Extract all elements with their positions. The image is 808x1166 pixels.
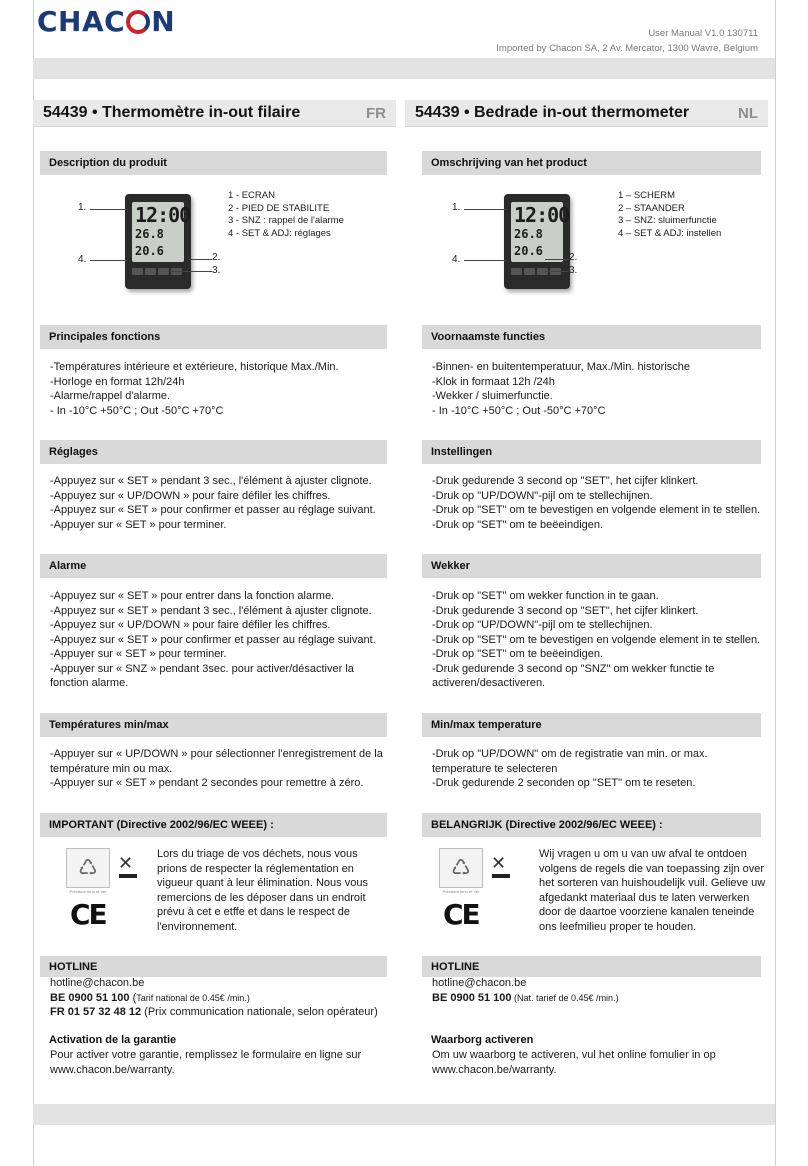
- heading-important-fr: IMPORTANT (Directive 2002/96/EC WEEE) :: [40, 813, 387, 837]
- recycle-caption: Précision tenu et Ver: [69, 889, 107, 894]
- title-bar-nl: [405, 100, 768, 127]
- recycle-icon: ♺: [439, 848, 483, 888]
- hotline-be-number-nl: BE 0900 51 100: [432, 991, 512, 1004]
- heading-hotline-nl: HOTLINE: [422, 956, 761, 977]
- hotline-be-number-fr: BE 0900 51 100: [50, 991, 130, 1004]
- device-screen: [132, 202, 191, 262]
- screen-temp-out: 20.6: [135, 244, 164, 258]
- heading-alarm-fr: Alarme: [40, 554, 387, 578]
- screen-time: 12:00: [135, 203, 191, 227]
- hotline-fr: hotline@chacon.be BE 0900 51 100 (Tarif national de 0.45€ /min.) FR 01 57 32 48 12 (Prix communication nationale, selon opérateur): [50, 976, 385, 1020]
- callout-4: 4.: [452, 254, 461, 265]
- crossed-bin-icon: ✕: [118, 853, 134, 873]
- heading-minmax-nl: Min/max temperature: [422, 713, 761, 737]
- warranty-fr: Pour activer votre garantie, remplissez le formulaire en ligne sur www.chacon.be/warranty.: [50, 1049, 362, 1076]
- hotline-fr-number: FR 01 57 32 48 12: [50, 1006, 142, 1018]
- title-bar-fr: [33, 100, 396, 127]
- important-text-nl: Wij vragen u om u van uw afval te ontdoen volgens de regels die van toepassing zijn over het sorteren van huishoudelijk vuil. Gelieve uw afgedankt materiaal dus te laten verwerken door de daartoe voorziene kanalen teneinde ons leefmilieu proper te houden.: [539, 848, 766, 933]
- device-screen: 12:00 26.8 20.6: [511, 202, 563, 262]
- settings-nl: -Druk gedurende 3 second op "SET", het cijfer klinkert. -Druk op "UP/DOWN"-pijl om te stellechijnen. -Druk op "SET" om te bevestigen en volgende element in te stellen. -Druk op "SET" om te beëeindigen.: [432, 475, 761, 531]
- warranty-nl: Om uw waarborg te activeren, vul het online fomulier in op www.chacon.be/warranty.: [432, 1049, 716, 1076]
- heading-alarm-nl: Wekker: [422, 554, 761, 578]
- heading-hotline-fr: HOTLINE: [40, 956, 387, 977]
- page-edge-left: [33, 0, 34, 1166]
- minmax-nl: -Druk op "UP/DOWN" om de registratie van min. or max. temperature te selecteren -Druk gedurende 2 seconden op "SET" om te reseten.: [432, 748, 708, 789]
- screen-temp-in: 26.8: [135, 227, 164, 241]
- alarm-nl: -Druk op "SET" om wekker function in te gaan. -Druk gedurende 3 second op "SET", het cijfer klinkert. -Druk op "UP/DOWN"-pijl om te stellechijnen. -Druk op "SET" om te bevestigen en volgende element in te stellen. -Druk op "SET" om te beëeindigen. -Druk gedurende 3 second op "SNZ" om wekker functie te activeren/desactiveren.: [432, 590, 761, 689]
- weee-icons-fr: [58, 848, 138, 934]
- minmax-fr: -Appuyer sur « UP/DOWN » pour sélectionner l'enregistrement de la température min ou max. -Appuyer sur « SET » pendant 2 secondes pour remettre à zéro.: [50, 748, 383, 789]
- footer-band: [33, 1104, 775, 1125]
- ce-mark-icon: CE: [443, 898, 479, 931]
- heading-settings-fr: Réglages: [40, 440, 387, 464]
- weee-icons-nl: ♺ Précision tenu et Ver ✕ CE: [431, 848, 511, 934]
- legend-nl: 1 – SCHERM 2 – STAANDER 3 – SNZ: sluimerfunctie 4 – SET & ADJ: instellen: [618, 190, 722, 239]
- important-text-fr: Lors du triage de vos déchets, nous vous prions de respecter la réglementation en vigueur quant à leur élimination. Nous vous remercions de les déposer dans un endroit prévu à cet e etffe et dans le respect de l'environnement.: [157, 848, 368, 933]
- heading-minmax-fr: Températures min/max: [40, 713, 387, 737]
- chacon-logo: [37, 4, 175, 38]
- page-edge-right: [775, 0, 776, 1166]
- ce-mark-icon: CE: [70, 898, 106, 931]
- callout-2: 2.: [212, 252, 221, 263]
- importer-info: Imported by Chacon SA, 2 Av. Mercator, 1300 Wavre, Belgium: [496, 43, 758, 54]
- lang-nl: NL: [738, 104, 758, 122]
- title-fr: 54439 • Thermomètre in-out filaire: [43, 104, 301, 121]
- functions-fr: -Températures intérieure et extérieure, historique Max./Min. -Horloge en format 12h/24h -Alarme/rappel d'alarme. - In -10°C +50°C ; Out -50°C +70°C: [50, 361, 339, 417]
- callout-1: 1.: [78, 202, 87, 213]
- lang-fr: FR: [366, 104, 386, 122]
- functions-nl: -Binnen- en buitentemperatuur, Max./Min. historische -Klok in formaat 12h /24h -Wekker / sluimerfunctie. - In -10°C +50°C ; Out -50°C +70°C: [432, 361, 691, 417]
- heading-warranty-nl: Waarborg activeren: [422, 1030, 761, 1050]
- bin-bar-icon: [119, 874, 137, 878]
- callout-3: 3.: [569, 265, 578, 276]
- product-image-fr: [70, 190, 230, 308]
- callout-3: 3.: [212, 265, 221, 276]
- settings-fr: -Appuyez sur « SET » pendant 3 sec., l'élément à ajuster clignote. -Appuyez sur « UP/DOWN » pour faire défiler les chiffres. -Appuyez sur « SET » pour confirmer et passer au réglage suivant. -Appuyer sur « SET » pour terminer.: [50, 475, 376, 531]
- heading-important-nl: BELANGRIJK (Directive 2002/96/EC WEEE) :: [422, 813, 761, 837]
- logo-ring-icon: [126, 10, 150, 34]
- heading-description-nl: Omschrijving van het product: [422, 151, 761, 175]
- hotline-email-fr[interactable]: hotline@chacon.be: [50, 977, 145, 989]
- alarm-fr: -Appuyez sur « SET » pour entrer dans la fonction alarme. -Appuyez sur « SET » pendant 3 sec., l'élément à ajuster clignote. -Appuyez sur « UP/DOWN » pour faire défiler les chiffres. -Appuyez sur « SET » pour confirmer et passer au réglage suivant. -Appuyer sur « SET » pour terminer. -Appuyer sur « SNZ » pendant 3sec. pour activer/désactiver la fonction alarme.: [50, 590, 376, 689]
- callout-1: 1.: [452, 202, 461, 213]
- header-band: [33, 58, 775, 79]
- product-image-nl: [449, 190, 609, 308]
- manual-version: User Manual V1.0 130711: [648, 28, 758, 39]
- heading-settings-nl: Instellingen: [422, 440, 761, 464]
- heading-description-fr: Description du produit: [40, 151, 387, 175]
- thermometer-device: [504, 194, 570, 289]
- legend-fr: 1 - ECRAN 2 - PIED DE STABILITE 3 - SNZ : rappel de l'alarme 4 - SET & ADJ: réglages: [228, 190, 344, 239]
- logo-text-tail: N: [151, 4, 176, 38]
- callout-4: 4.: [78, 254, 87, 265]
- heading-functions-nl: Voornaamste functies: [422, 325, 761, 349]
- heading-functions-fr: Principales fonctions: [40, 325, 387, 349]
- bin-bar-icon: [492, 874, 510, 878]
- heading-warranty-fr: Activation de la garantie: [40, 1030, 387, 1050]
- callout-2: 2.: [569, 252, 578, 263]
- title-nl: 54439 • Bedrade in-out thermometer: [415, 104, 690, 121]
- logo-text: CHAC: [37, 4, 126, 38]
- recycle-icon: ♺: [66, 848, 110, 888]
- crossed-bin-icon: ✕: [491, 853, 507, 873]
- hotline-nl: hotline@chacon.be BE 0900 51 100 (Nat. tarief de 0.45€ /min.): [432, 976, 764, 1005]
- hotline-email-nl[interactable]: hotline@chacon.be: [432, 977, 527, 989]
- thermometer-device: [125, 194, 191, 289]
